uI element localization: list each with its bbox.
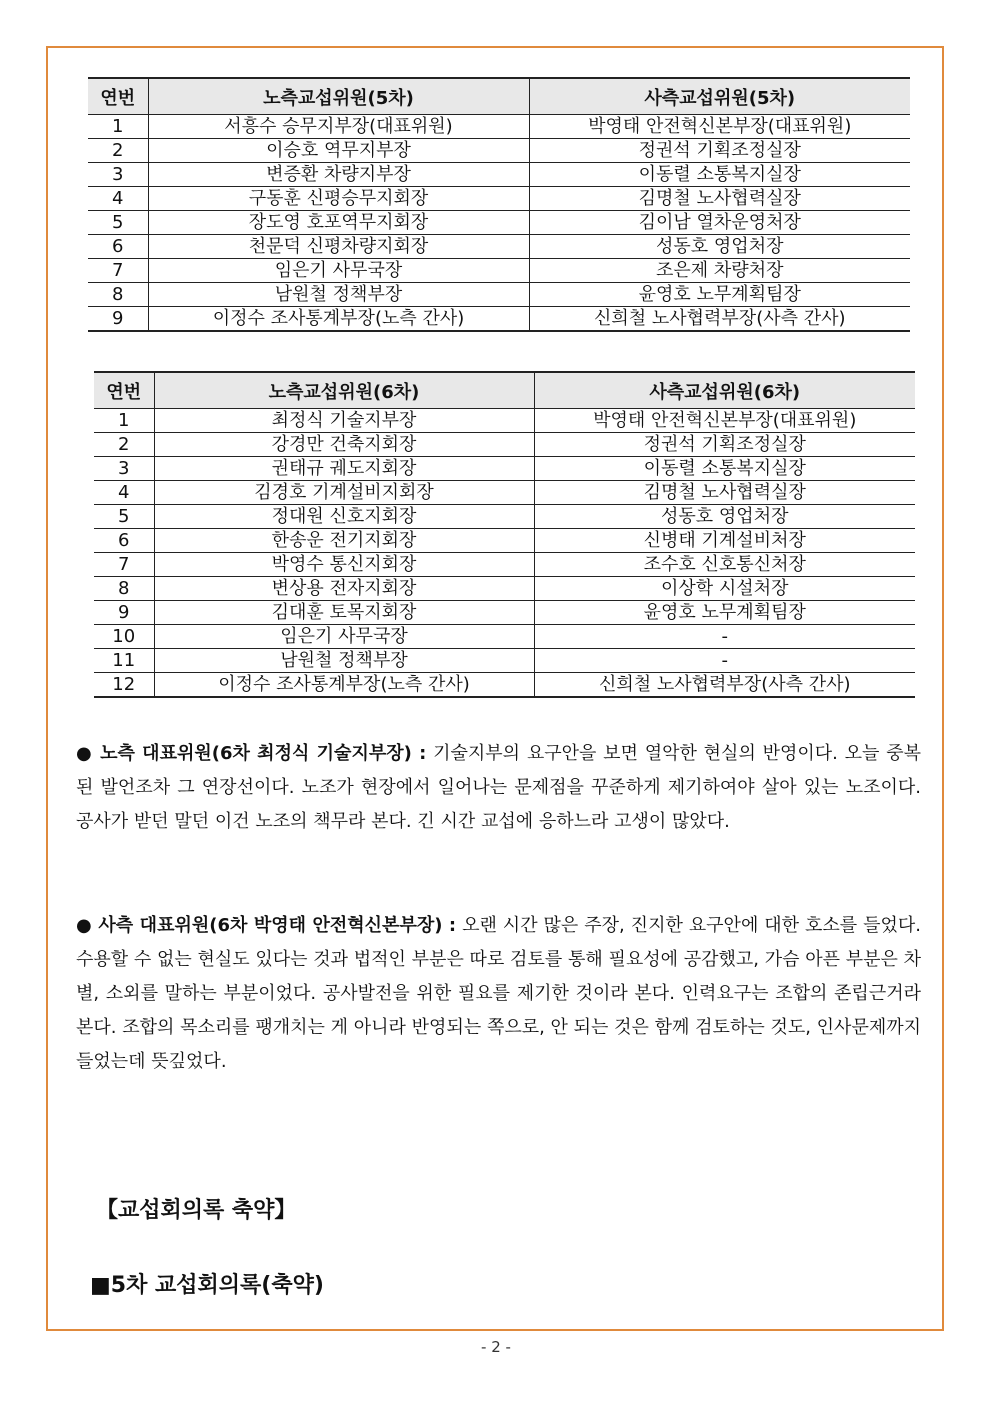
table-row bbox=[94, 409, 915, 433]
table-cell: 신희철 노사협력부장(사측 간사) bbox=[534, 673, 915, 698]
table-cell: 9 bbox=[94, 601, 154, 625]
column-header: 연번 bbox=[94, 372, 154, 409]
table-row bbox=[88, 259, 910, 283]
table-row bbox=[94, 505, 915, 529]
table-cell: 정권석 기획조정실장 bbox=[529, 139, 910, 163]
table-cell: 12 bbox=[94, 673, 154, 698]
table-cell: 강경만 건축지회장 bbox=[154, 433, 534, 457]
table-cell: 8 bbox=[94, 577, 154, 601]
table-row bbox=[88, 163, 910, 187]
table-cell: 천문덕 신평차량지회장 bbox=[148, 235, 529, 259]
table-cell: 4 bbox=[88, 187, 148, 211]
table-row bbox=[94, 673, 915, 698]
column-header: 사측교섭위원(5차) bbox=[529, 78, 910, 115]
statement-heading: ● 노측 대표위원(6차 최정식 기술지부장) : bbox=[76, 743, 427, 764]
table-cell: 2 bbox=[94, 433, 154, 457]
table-cell: 구동훈 신평승무지회장 bbox=[148, 187, 529, 211]
table-cell: 박영태 안전혁신본부장(대표위원) bbox=[529, 115, 910, 139]
table-cell: 변상용 전자지회장 bbox=[154, 577, 534, 601]
labor-representative-statement bbox=[76, 737, 921, 839]
table-row bbox=[94, 457, 915, 481]
table-cell: 권태규 궤도지회장 bbox=[154, 457, 534, 481]
table-row bbox=[94, 481, 915, 505]
table-cell: 신희철 노사협력부장(사측 간사) bbox=[529, 307, 910, 332]
table-cell: 이정수 조사통계부장(노측 간사) bbox=[154, 673, 534, 698]
table-row bbox=[94, 649, 915, 673]
table-cell: 성동호 영업처장 bbox=[534, 505, 915, 529]
statement-heading: ● 사측 대표위원(6차 박영태 안전혁신본부장) : bbox=[76, 915, 457, 936]
table-cell: 5 bbox=[88, 211, 148, 235]
table-cell: 10 bbox=[94, 625, 154, 649]
table-row bbox=[88, 139, 910, 163]
committee-table-round-6 bbox=[94, 371, 915, 698]
table-cell: 김경호 기계설비지회장 bbox=[154, 481, 534, 505]
table-cell: 8 bbox=[88, 283, 148, 307]
table-cell: 장도영 호포역무지회장 bbox=[148, 211, 529, 235]
table-row bbox=[88, 187, 910, 211]
table-cell: 김이남 열차운영처장 bbox=[529, 211, 910, 235]
statement-body: 기술지부의 요구안을 보면 열악한 현실의 반영이다. 오늘 중복된 발언조차 그 연장선이다. 노조가 현장에서 일어나는 문제점을 꾸준하게 제기하여야 살아 있는 노조이다. 공사가 받던 말던 이건 노조의 책무라 본다. 긴 시간 교섭에 응하느라 고생이 많았다. bbox=[76, 743, 921, 832]
table-cell: 박영수 통신지회장 bbox=[154, 553, 534, 577]
table-row bbox=[88, 307, 910, 332]
table-cell: 정대원 신호지회장 bbox=[154, 505, 534, 529]
table-cell: 변증환 차량지부장 bbox=[148, 163, 529, 187]
column-header: 연번 bbox=[88, 78, 148, 115]
table-row bbox=[94, 625, 915, 649]
table-cell: 조은제 차량처장 bbox=[529, 259, 910, 283]
table-cell: 한송운 전기지회장 bbox=[154, 529, 534, 553]
table-row bbox=[94, 553, 915, 577]
table-cell: 7 bbox=[88, 259, 148, 283]
table-cell: 임은기 사무국장 bbox=[148, 259, 529, 283]
table-row bbox=[88, 115, 910, 139]
table-row bbox=[94, 529, 915, 553]
column-header: 노측교섭위원(5차) bbox=[148, 78, 529, 115]
table-row bbox=[88, 211, 910, 235]
table-cell: 이상학 시설처장 bbox=[534, 577, 915, 601]
table-cell: 1 bbox=[88, 115, 148, 139]
table-cell: 최정식 기술지부장 bbox=[154, 409, 534, 433]
table-row bbox=[94, 577, 915, 601]
table-cell: 이동렬 소통복지실장 bbox=[534, 457, 915, 481]
subsection-title: ■5차 교섭회의록(축약) bbox=[90, 1273, 324, 1298]
management-representative-statement bbox=[76, 909, 921, 1079]
table-row bbox=[88, 283, 910, 307]
table-cell: 성동호 영업처장 bbox=[529, 235, 910, 259]
table-cell: 4 bbox=[94, 481, 154, 505]
table-cell: 1 bbox=[94, 409, 154, 433]
table-cell: 박영태 안전혁신본부장(대표위원) bbox=[534, 409, 915, 433]
table-cell: 11 bbox=[94, 649, 154, 673]
table-cell: 남원철 정책부장 bbox=[148, 283, 529, 307]
table-cell: 7 bbox=[94, 553, 154, 577]
table-cell: 6 bbox=[94, 529, 154, 553]
table-cell: 9 bbox=[88, 307, 148, 332]
table-header-row bbox=[94, 372, 915, 409]
table-cell: 이정수 조사통계부장(노측 간사) bbox=[148, 307, 529, 332]
table-cell: 이동렬 소통복지실장 bbox=[529, 163, 910, 187]
table-header-row bbox=[88, 78, 910, 115]
table-cell: 임은기 사무국장 bbox=[154, 625, 534, 649]
table-cell: 3 bbox=[88, 163, 148, 187]
table-row bbox=[94, 601, 915, 625]
committee-table-round-5 bbox=[88, 77, 910, 332]
table-cell: 김명철 노사협력실장 bbox=[529, 187, 910, 211]
table-cell: 윤영호 노무계획팀장 bbox=[534, 601, 915, 625]
table-cell: - bbox=[534, 649, 915, 673]
table-cell: 남원철 정책부장 bbox=[154, 649, 534, 673]
table-cell: 5 bbox=[94, 505, 154, 529]
table-cell: 서흥수 승무지부장(대표위원) bbox=[148, 115, 529, 139]
table-cell: 김대훈 토목지회장 bbox=[154, 601, 534, 625]
statement-body: 오랜 시간 많은 주장, 진지한 요구안에 대한 호소를 들었다. 수용할 수 없는 현실도 있다는 것과 법적인 부분은 따로 검토를 통해 필요성에 공감했고, 가슴 아픈 부분은 차별, 소외를 말하는 부분이었다. 공사발전을 위한 필요를 제기한 것이라 본다. 인력요구는 조합의 존립근거라 본다. 조합의 목소리를 팽개치는 게 아니라 반영되는 쪽으로, 안 되는 것은 함께 검토하는 것도, 인사문제까지 들었는데 뜻깊었다. bbox=[76, 915, 921, 1072]
table-cell: 2 bbox=[88, 139, 148, 163]
column-header: 노측교섭위원(6차) bbox=[154, 372, 534, 409]
table-cell: - bbox=[534, 625, 915, 649]
page-number: - 2 - bbox=[481, 1338, 511, 1356]
table-row bbox=[94, 433, 915, 457]
table-cell: 이승호 역무지부장 bbox=[148, 139, 529, 163]
table-cell: 3 bbox=[94, 457, 154, 481]
section-title: 【교섭회의록 축약】 bbox=[96, 1198, 297, 1223]
table-cell: 정권석 기획조정실장 bbox=[534, 433, 915, 457]
table-cell: 신병태 기계설비처장 bbox=[534, 529, 915, 553]
column-header: 사측교섭위원(6차) bbox=[534, 372, 915, 409]
table-cell: 6 bbox=[88, 235, 148, 259]
table-cell: 윤영호 노무계획팀장 bbox=[529, 283, 910, 307]
table-cell: 조수호 신호통신처장 bbox=[534, 553, 915, 577]
table-row bbox=[88, 235, 910, 259]
table-cell: 김명철 노사협력실장 bbox=[534, 481, 915, 505]
